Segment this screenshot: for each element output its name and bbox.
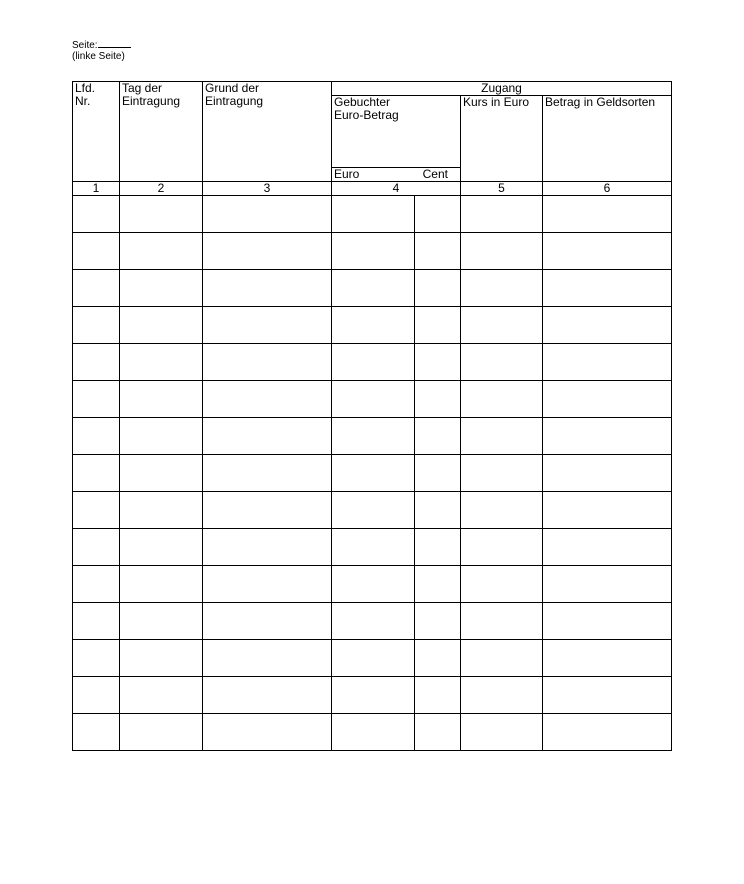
table-cell (120, 603, 203, 640)
table-cell (332, 344, 415, 381)
table-cell (415, 418, 461, 455)
table-cell (415, 196, 461, 233)
table-cell (120, 344, 203, 381)
table-cell (332, 307, 415, 344)
col-number-2: 2 (120, 182, 203, 196)
table-row (73, 714, 672, 751)
table-cell (203, 381, 332, 418)
header-grund (203, 82, 332, 182)
header-lfd: Lfd. (75, 81, 96, 95)
table-cell (543, 381, 672, 418)
table-cell (461, 307, 543, 344)
header-euro-cent (332, 168, 461, 182)
table-cell (203, 418, 332, 455)
table-row (73, 677, 672, 714)
table-cell (332, 677, 415, 714)
table-cell (461, 344, 543, 381)
table-cell (73, 307, 120, 344)
table-cell (120, 529, 203, 566)
table-cell (120, 233, 203, 270)
table-row (73, 455, 672, 492)
table-cell (543, 270, 672, 307)
table-cell (203, 714, 332, 751)
table-cell (120, 307, 203, 344)
table-row (73, 270, 672, 307)
table-cell (332, 270, 415, 307)
table-cell (461, 381, 543, 418)
table-cell (120, 492, 203, 529)
table-cell (543, 233, 672, 270)
col-number-6: 6 (543, 182, 672, 196)
table-cell (73, 381, 120, 418)
table-cell (203, 455, 332, 492)
table-cell (73, 418, 120, 455)
table-cell (415, 270, 461, 307)
table-cell (543, 714, 672, 751)
header-tag-line2: Eintragung (122, 94, 181, 108)
table-cell (73, 640, 120, 677)
seite-field (72, 38, 131, 51)
table-cell (543, 529, 672, 566)
table-cell (73, 196, 120, 233)
table-cell (332, 455, 415, 492)
table-cell (73, 344, 120, 381)
table-cell (203, 640, 332, 677)
header-gebuchter-line1: Gebuchter (334, 95, 391, 109)
table-cell (415, 455, 461, 492)
table-cell (120, 566, 203, 603)
table-cell (543, 566, 672, 603)
table-cell (461, 455, 543, 492)
table-cell (120, 455, 203, 492)
table-row (73, 492, 672, 529)
table-cell (543, 603, 672, 640)
table-cell (73, 714, 120, 751)
col-number-3: 3 (203, 182, 332, 196)
table-cell (543, 307, 672, 344)
table-row (73, 640, 672, 677)
header-cent: Cent (422, 167, 448, 181)
table-cell (120, 677, 203, 714)
table-row (73, 529, 672, 566)
header-tag (120, 82, 203, 182)
table-cell (461, 233, 543, 270)
table-cell (203, 492, 332, 529)
header-gebuchter (332, 96, 461, 168)
table-cell (203, 196, 332, 233)
table-cell (73, 677, 120, 714)
table-cell (120, 714, 203, 751)
table-cell (415, 714, 461, 751)
table-row (73, 233, 672, 270)
page-header (72, 38, 131, 62)
table-cell (203, 344, 332, 381)
table-cell (203, 566, 332, 603)
header-grund-line2: Eintragung (205, 94, 264, 108)
table-cell (120, 381, 203, 418)
table-cell (120, 270, 203, 307)
header-nr: Nr. (75, 94, 91, 108)
table-cell (415, 640, 461, 677)
header-grund-line1: Grund der (205, 81, 260, 95)
table-cell (543, 418, 672, 455)
table-cell (203, 307, 332, 344)
table-cell (332, 566, 415, 603)
table-cell (203, 677, 332, 714)
table-cell (332, 196, 415, 233)
table-cell (543, 492, 672, 529)
side-label: (linke Seite) (72, 51, 125, 62)
table-cell (332, 640, 415, 677)
table-row (73, 603, 672, 640)
table-cell (203, 529, 332, 566)
col-number-5: 5 (461, 182, 543, 196)
header-betrag: Betrag in Geldsorten (543, 96, 672, 182)
table-cell (203, 603, 332, 640)
table-cell (73, 603, 120, 640)
table-cell (73, 529, 120, 566)
table-cell (543, 640, 672, 677)
table-cell (543, 344, 672, 381)
table-row (73, 381, 672, 418)
table-cell (461, 566, 543, 603)
table-cell (415, 233, 461, 270)
table-cell (120, 196, 203, 233)
table-cell (461, 270, 543, 307)
table-cell (332, 381, 415, 418)
table-cell (73, 233, 120, 270)
ledger-table (72, 81, 672, 751)
table-cell (415, 307, 461, 344)
table-cell (120, 418, 203, 455)
header-gebuchter-line2: Euro-Betrag (334, 108, 399, 122)
header-kurs: Kurs in Euro (461, 96, 543, 182)
table-cell (461, 677, 543, 714)
header-tag-line1: Tag der (122, 81, 163, 95)
table-cell (203, 233, 332, 270)
table-cell (461, 492, 543, 529)
table-row (73, 196, 672, 233)
ledger-body (73, 196, 672, 751)
table-cell (73, 455, 120, 492)
table-cell (120, 640, 203, 677)
seite-label: Seite: (72, 40, 98, 51)
table-cell (543, 455, 672, 492)
table-cell (332, 529, 415, 566)
table-cell (461, 418, 543, 455)
header-row-main (73, 82, 672, 96)
table-row (73, 566, 672, 603)
table-cell (415, 603, 461, 640)
table-cell (461, 714, 543, 751)
table-cell (543, 677, 672, 714)
header-row-numbers (73, 182, 672, 196)
table-cell (415, 566, 461, 603)
table-cell (332, 603, 415, 640)
table-cell (203, 270, 332, 307)
table-cell (415, 344, 461, 381)
table-cell (461, 529, 543, 566)
table-cell (73, 566, 120, 603)
col-number-1: 1 (73, 182, 120, 196)
table-cell (461, 196, 543, 233)
table-cell (461, 603, 543, 640)
header-euro: Euro (334, 167, 360, 181)
table-cell (543, 196, 672, 233)
table-cell (461, 640, 543, 677)
header-lfd-nr (73, 82, 120, 182)
table-cell (332, 233, 415, 270)
table-cell (73, 270, 120, 307)
seite-blank-line (98, 38, 131, 48)
table-row (73, 418, 672, 455)
table-cell (415, 492, 461, 529)
table-row (73, 307, 672, 344)
table-cell (415, 529, 461, 566)
table-cell (332, 418, 415, 455)
table-cell (415, 381, 461, 418)
table-cell (73, 492, 120, 529)
table-cell (332, 714, 415, 751)
table-row (73, 344, 672, 381)
table-cell (415, 677, 461, 714)
table-cell (332, 492, 415, 529)
col-number-4: 4 (332, 182, 461, 196)
header-zugang: Zugang (332, 82, 672, 96)
